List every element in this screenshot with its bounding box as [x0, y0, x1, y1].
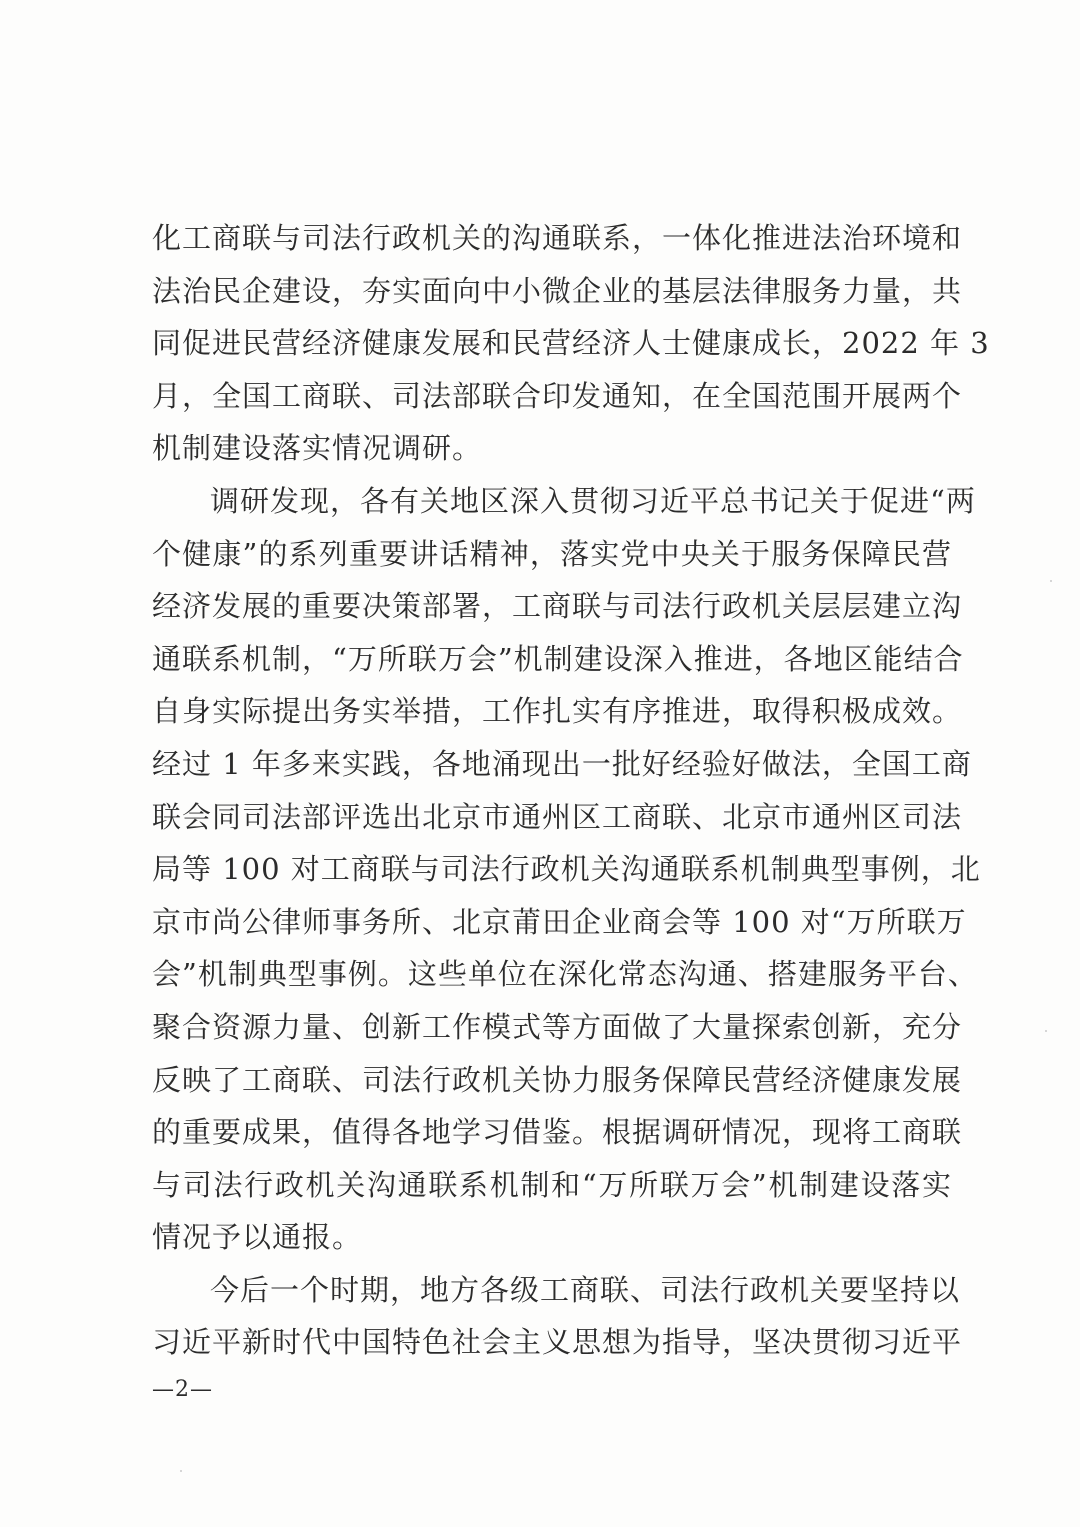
text-line: 个健康”的系列重要讲话精神，落实党中央关于服务保障民营 — [152, 536, 952, 571]
text-line: 同促进民营经济健康发展和民营经济人士健康成长，2022 年 3 — [152, 326, 990, 361]
document-body — [152, 212, 990, 1369]
text-line: 会”机制典型事例。这些单位在深化常态沟通、搭建服务平台、 — [152, 957, 978, 992]
scan-speck — [1050, 580, 1052, 582]
text-line: 经济发展的重要决策部署，工商联与司法行政机关层层建立沟 — [152, 589, 963, 624]
text-line: 情况予以通报。 — [152, 1220, 363, 1255]
text-line: 法治民企建设，夯实面向中小微企业的基层法律服务力量，共 — [152, 273, 963, 308]
text-line: 的重要成果，值得各地学习借鉴。根据调研情况，现将工商联 — [152, 1115, 963, 1150]
page-number: —2— — [152, 1377, 213, 1402]
text-line: 经过 1 年多来实践，各地涌现出一批好经验好做法，全国工商 — [152, 746, 972, 781]
text-line: 化工商联与司法行政机关的沟通联系，一体化推进法治环境和 — [152, 221, 963, 255]
paragraph-start-line: 调研发现，各有关地区深入贯彻习近平总书记关于促进“两 — [210, 483, 976, 518]
text-line: 通联系机制，“万所联万会”机制建设深入推进，各地区能结合 — [152, 641, 964, 676]
text-line: 自身实际提出务实举措，工作扎实有序推进，取得积极成效。 — [152, 694, 963, 729]
paragraph-start-line: 今后一个时期，地方各级工商联、司法行政机关要坚持以 — [210, 1272, 961, 1307]
text-line: 反映了工商联、司法行政机关协力服务保障民营经济健康发展 — [152, 1062, 963, 1097]
text-line: 月，全国工商联、司法部联合印发通知，在全国范围开展两个 — [152, 378, 963, 413]
text-line: 习近平新时代中国特色社会主义思想为指导，坚决贯彻习近平 — [152, 1325, 963, 1360]
scan-speck — [180, 1470, 182, 1472]
text-line: 与司法行政机关沟通联系机制和“万所联万会”机制建设落实 — [152, 1167, 952, 1202]
text-line: 聚合资源力量、创新工作模式等方面做了大量探索创新，充分 — [152, 1009, 963, 1044]
text-line: 局等 100 对工商联与司法行政机关沟通联系机制典型事例，北 — [152, 852, 981, 887]
scan-speck — [1045, 1030, 1047, 1032]
text-line: 联会同司法部评选出北京市通州区工商联、北京市通州区司法 — [152, 799, 963, 834]
text-line: 机制建设落实情况调研。 — [152, 431, 483, 466]
text-line: 京市尚公律师事务所、北京莆田企业商会等 100 对“万所联万 — [152, 904, 967, 939]
